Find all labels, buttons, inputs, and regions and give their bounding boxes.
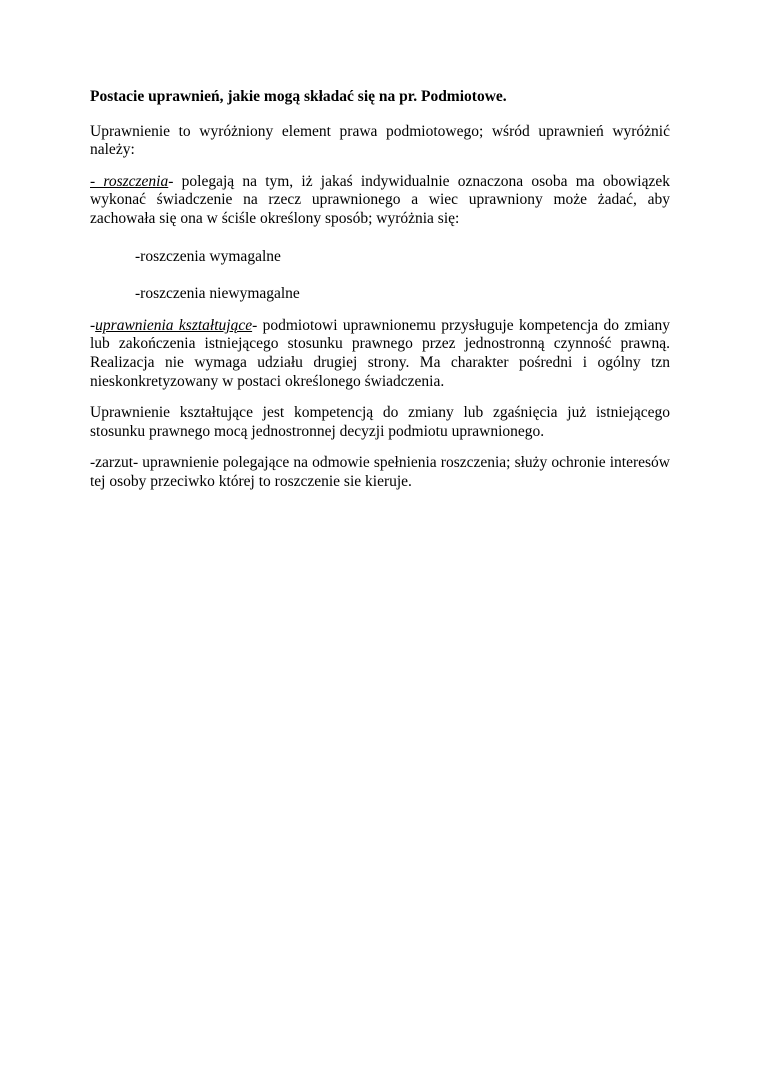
roszczenia-term: - roszczenia bbox=[90, 172, 169, 190]
paragraph-roszczenia bbox=[90, 173, 670, 229]
uprawnienia-term: uprawnienia kształtujące bbox=[95, 316, 253, 334]
paragraph-zarzut: -zarzut- uprawnienie polegające na odmowie spełnienia roszczenia; służy ochronie interesów tej osoby przeciwko której to roszczenie sie kieruje. bbox=[90, 454, 670, 490]
uprawnienia-term-dash: - bbox=[90, 316, 96, 334]
paragraph-intro: Uprawnienie to wyróżniony element prawa podmiotowego; wśród uprawnień wyróżnić należy: bbox=[90, 122, 670, 159]
paragraph-uprawnienia-ksztaltujace bbox=[90, 317, 670, 391]
list-item-roszczenia-wymagalne: -roszczenia wymagalne bbox=[135, 247, 281, 265]
uprawnienia-body: - podmiotowi uprawnionemu przysługuje kompetencja do zmiany lub zakończenia istniejącego stosunku prawnego przez jednostronną czynność prawną. Realizacja nie wymaga udziału drugiej strony. Ma charakter pośredni i ogólny tzn nieskonkretyzowany w postaci określonego świadczenia. bbox=[90, 316, 671, 390]
document-title: Postacie uprawnień, jakie mogą składać się na pr. Podmiotowe. bbox=[90, 88, 507, 105]
roszczenia-term-dash: - bbox=[168, 172, 174, 190]
list-item-roszczenia-niewymagalne: -roszczenia niewymagalne bbox=[135, 285, 300, 303]
roszczenia-body: polegają na tym, iż jakaś indywidualnie oznaczona osoba ma obowiązek wykonać świadczenie na rzecz uprawnionego a wiec uprawniony może żadać, aby zachowała się ona w ściśle określony sposób; wyróżnia się: bbox=[90, 172, 671, 227]
paragraph-ksztaltujace-definicja: Uprawnienie kształtujące jest kompetencją do zmiany lub zgaśnięcia już istniejącego stosunku prawnego mocą jednostronnej decyzji podmiotu uprawnionego. bbox=[90, 404, 670, 440]
